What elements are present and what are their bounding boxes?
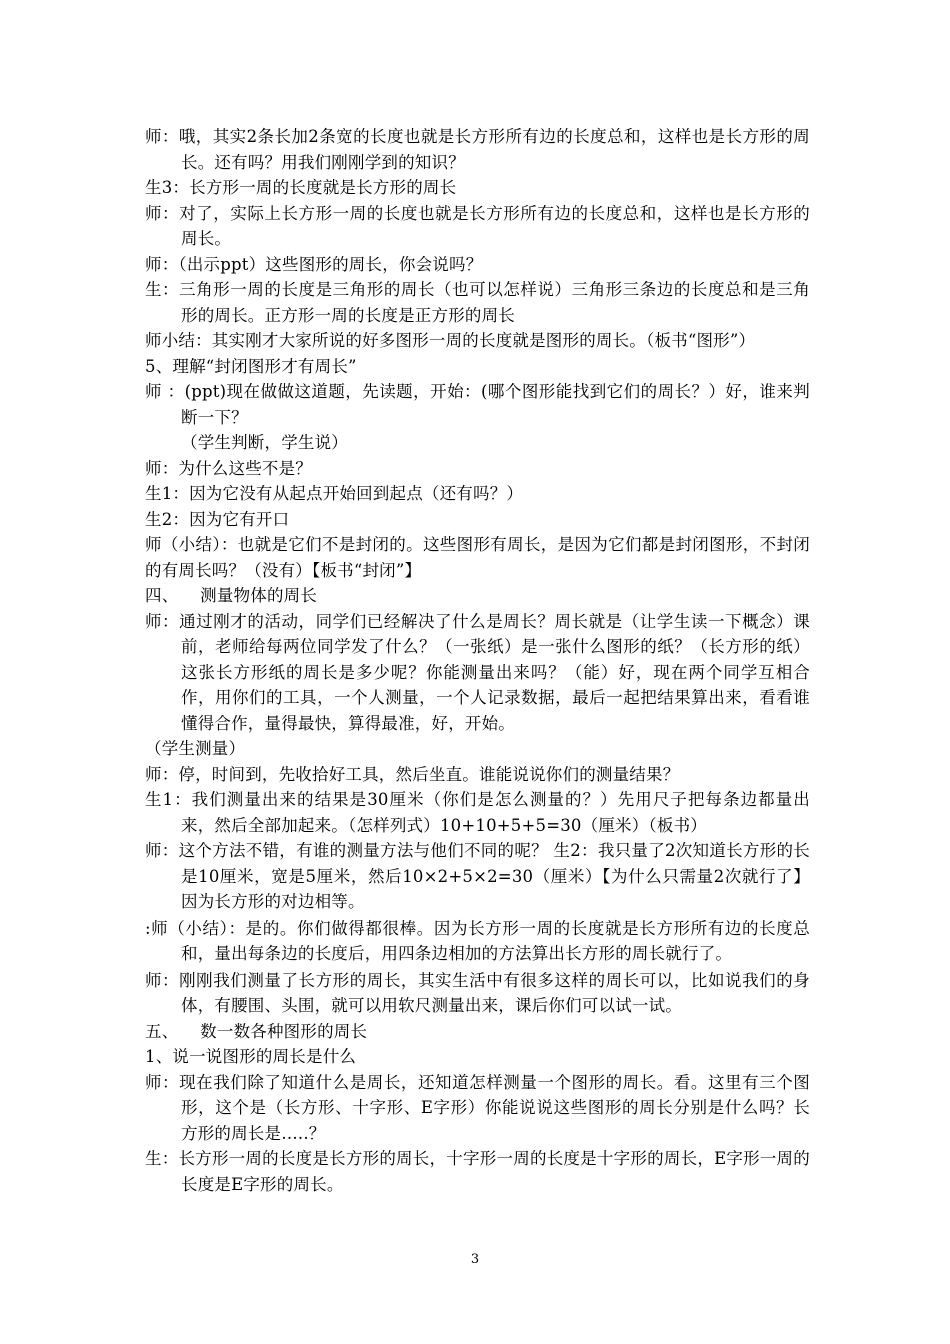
- paragraph: 师：停，时间到，先收拾好工具，然后坐直。谁能说说你们的测量结果？: [145, 764, 680, 784]
- paragraph: 师：现在我们除了知道什么是周长，还知道怎样测量一个图形的周长。看。这里有三个图形，这个是（长方形、十字形、E字形）你能说说这些图形的周长分别是什么吗？长方形的周长是…..？: [145, 1072, 810, 1143]
- paragraph: 师 ：(ppt)现在做做这道题，先读题，开始：(哪个图形能找到它们的周长？）好，谁来判断一下？: [145, 382, 810, 427]
- paragraph: 生1：因为它没有从起点开始回到起点（还有吗？）: [145, 484, 524, 503]
- paragraph: 师：为什么这些不是？: [145, 458, 312, 478]
- paragraph: 师：（出示ppt）这些图形的周长，你会说吗？: [145, 254, 483, 274]
- page-number: 3: [470, 1252, 480, 1267]
- paragraph: 师小结：其实刚才大家所说的好多图形一周的长度就是图形的周长。（板书“图形”）: [145, 331, 756, 350]
- paragraph: 师（小结）：也就是它们不是封闭的。这些图形有周长，是因为它们都是封闭图形，不封闭的有周长吗？（没有）【板书“封闭”】: [145, 535, 810, 580]
- paragraph: 生：长方形一周的长度是长方形的周长，十字形一周的长度是十字形的周长，E字形一周的长度是E字形的周长。: [145, 1149, 810, 1194]
- paragraph: 师：这个方法不错，有谁的测量方法与他们不同的呢？ 生2：我只量了2次知道长方形的长是10厘米，宽是5厘米，然后10×2+5×2=30（厘米）【为什么只需量2次就行了】因为长方形的对边相等。: [145, 841, 810, 911]
- section-heading: 五、 数一数各种图形的周长: [145, 1021, 368, 1041]
- paragraph: 师：哦，其实2条长加2条宽的长度也就是长方形所有边的长度总和，这样也是长方形的周长。还有吗？用我们刚刚学到的知识？: [145, 127, 810, 172]
- paragraph: 生：三角形一周的长度是三角形的周长（也可以怎样说）三角形三条边的长度总和是三角形的周长。正方形一周的长度是正方形的周长: [145, 280, 810, 325]
- paragraph: （学生判断，学生说）: [181, 433, 348, 452]
- paragraph: 生3：长方形一周的长度就是长方形的周长: [145, 178, 457, 197]
- paragraph: 师：刚刚我们测量了长方形的周长，其实生活中有很多这样的周长可以，比如说我们的身体，有腰围、头围，就可以用软尺测量出来，课后你们可以试一试。: [145, 970, 810, 1015]
- paragraph: 师：通过刚才的活动，同学们已经解决了什么是周长？周长就是（让学生读一下概念）课前，老师给每两位同学发了什么？（一张纸）是一张什么图形的纸？（长方形的纸）这张长方形纸的周长是多少呢？你能测量出来吗？（能）好，现在两个同学互相合作，用你们的工具，一个人测量，一个人记录数据，最后一起把结果算出来，看看谁懂得合作，量得最快，算得最准，好，开始。: [145, 611, 810, 733]
- section-heading: 四、 测量物体的周长: [145, 586, 318, 605]
- page-body: [145, 124, 810, 1197]
- section-heading: 1、说一说图形的周长是什么: [145, 1047, 357, 1066]
- paragraph: （学生测量）: [145, 739, 246, 758]
- paragraph: 生1：我们测量出来的结果是30厘米（你们是怎么测量的？）先用尺子把每条边都量出来，然后全部加起来。（怎样列式）10+10+5+5=30（厘米）（板书）: [145, 790, 810, 835]
- paragraph: 生2：因为它有开口: [145, 509, 290, 529]
- paragraph: :师（小结）：是的。你们做得都很棒。因为长方形一周的长度就是长方形所有边的长度总和，量出每条边的长度后，用四条边相加的方法算出长方形的周长就行了。: [145, 918, 810, 963]
- section-heading: 5、理解“封闭图形才有周长”: [145, 356, 357, 376]
- paragraph: 师：对了，实际上长方形一周的长度也就是长方形所有边的长度总和，这样也是长方形的周长。: [145, 203, 810, 248]
